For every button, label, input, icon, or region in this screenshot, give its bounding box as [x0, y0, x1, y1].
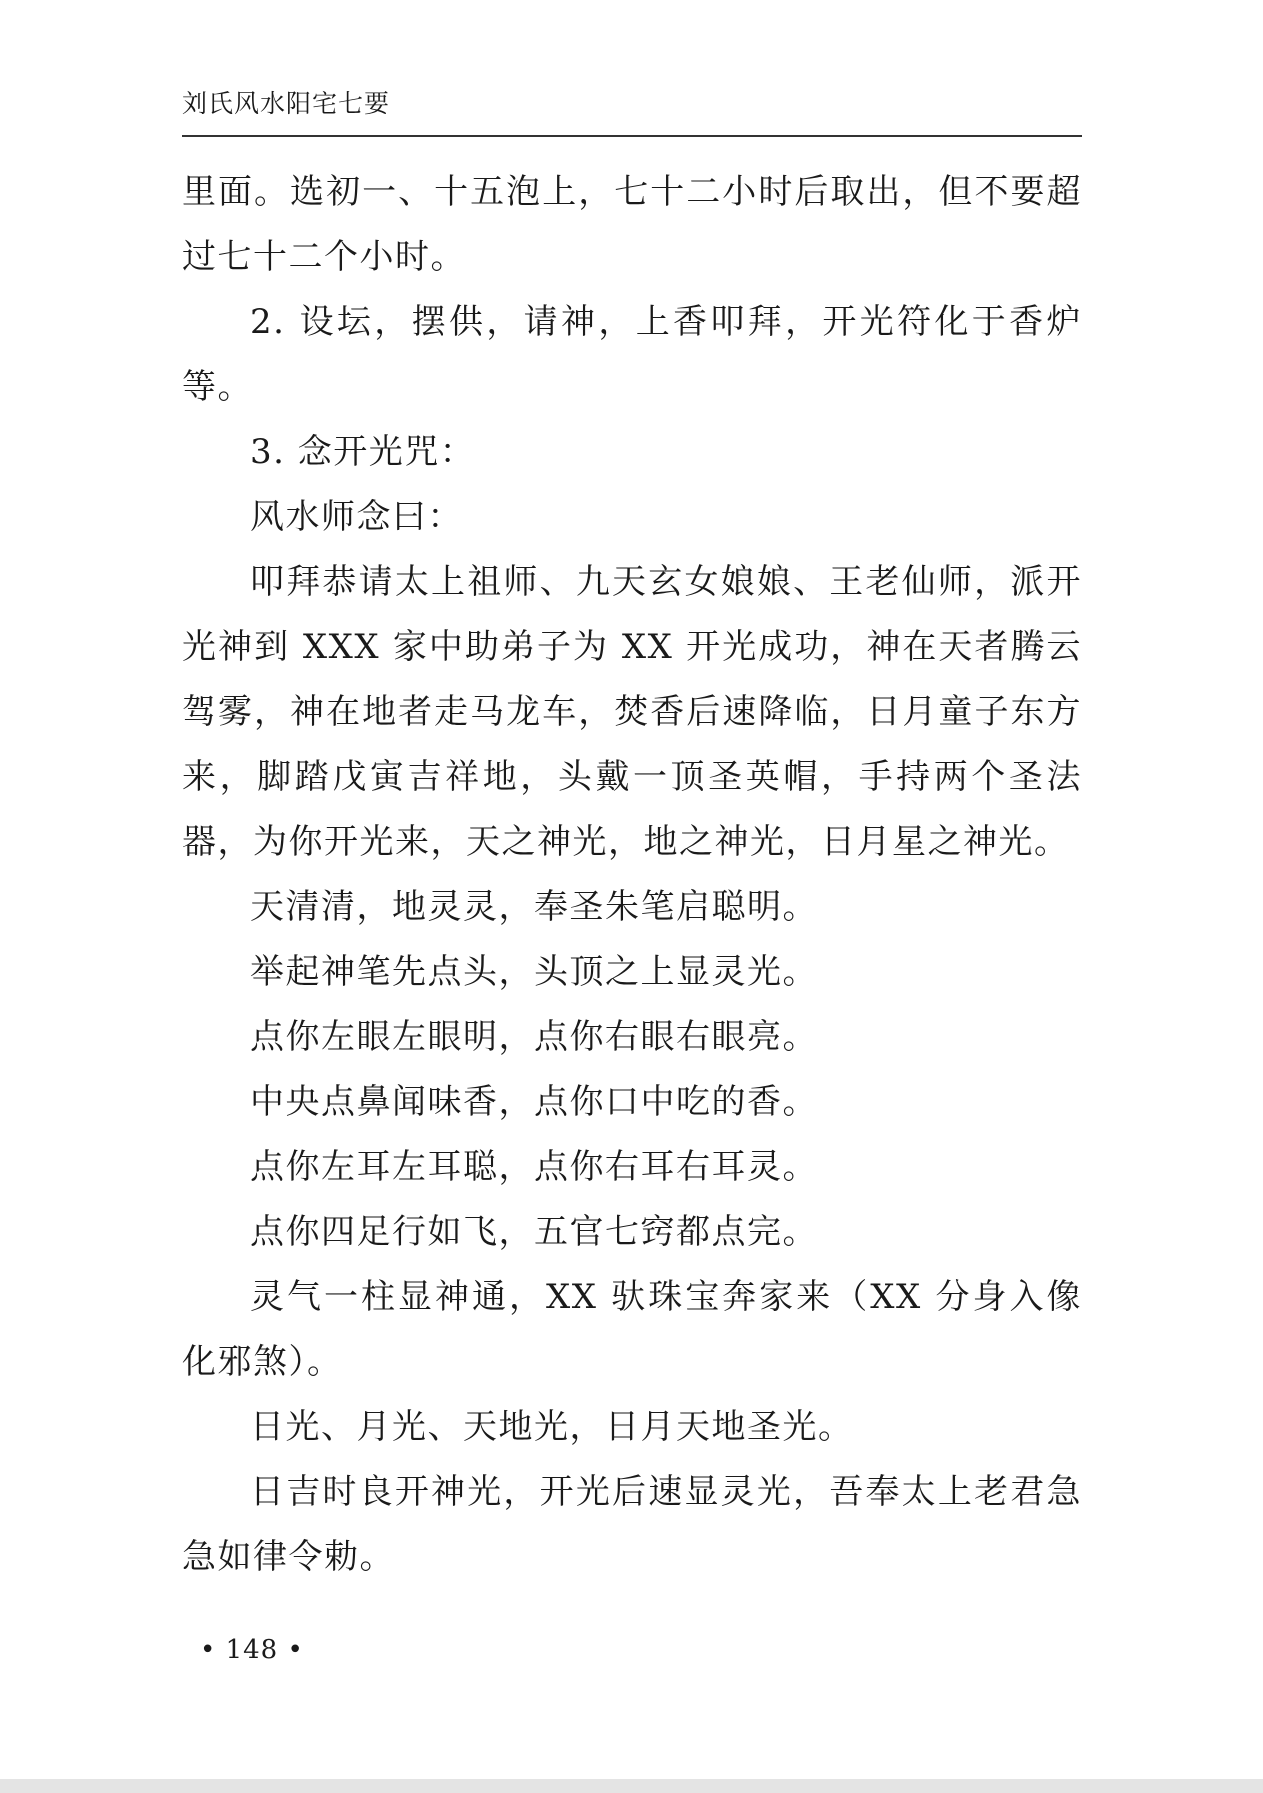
- paragraph: 灵气一柱显神通，XX 驮珠宝奔家来（XX 分身入像化邪煞）。: [182, 1277, 1082, 1382]
- paragraph: 日吉时良开神光，开光后速显灵光，吾奉太上老君急急如律令勅。: [182, 1472, 1082, 1577]
- paragraph: 点你左眼左眼明，点你右眼右眼亮。: [250, 1017, 818, 1057]
- scan-edge: [0, 1779, 1263, 1793]
- paragraph: 2. 设坛，摆供，请神，上香叩拜，开光符化于香炉等。: [182, 302, 1082, 407]
- paragraph: 里面。选初一、十五泡上，七十二小时后取出，但不要超过七十二个小时。: [182, 172, 1082, 277]
- page-number: • 148 •: [200, 1635, 304, 1665]
- paragraph: 日光、月光、天地光，日月天地圣光。: [250, 1407, 854, 1447]
- paragraph: 风水师念曰：: [250, 497, 463, 537]
- running-header: 刘氏风水阳宅七要: [182, 89, 391, 118]
- paragraph: 天清清，地灵灵，奉圣朱笔启聪明。: [250, 887, 818, 927]
- header-rule: [182, 135, 1082, 137]
- paragraph: 3. 念开光咒：: [250, 432, 476, 472]
- paragraph: 中央点鼻闻味香，点你口中吃的香。: [250, 1082, 818, 1122]
- paragraph: 叩拜恭请太上祖师、九天玄女娘娘、王老仙师，派开光神到 XXX 家中助弟子为 XX 开光成功，神在天者腾云驾雾，神在地者走马龙车，焚香后速降临，日月童子东方来，脚踏戊寅吉祥地，头戴一顶圣英帽，手持两个圣法器，为你开光来，天之神光，地之神光，日月星之神光。: [182, 562, 1082, 862]
- body-text: [182, 160, 1082, 1590]
- paragraph: 点你左耳左耳聪，点你右耳右耳灵。: [250, 1147, 818, 1187]
- paragraph: 点你四足行如飞，五官七窍都点完。: [250, 1212, 818, 1252]
- paragraph: 举起神笔先点头，头顶之上显灵光。: [250, 952, 818, 992]
